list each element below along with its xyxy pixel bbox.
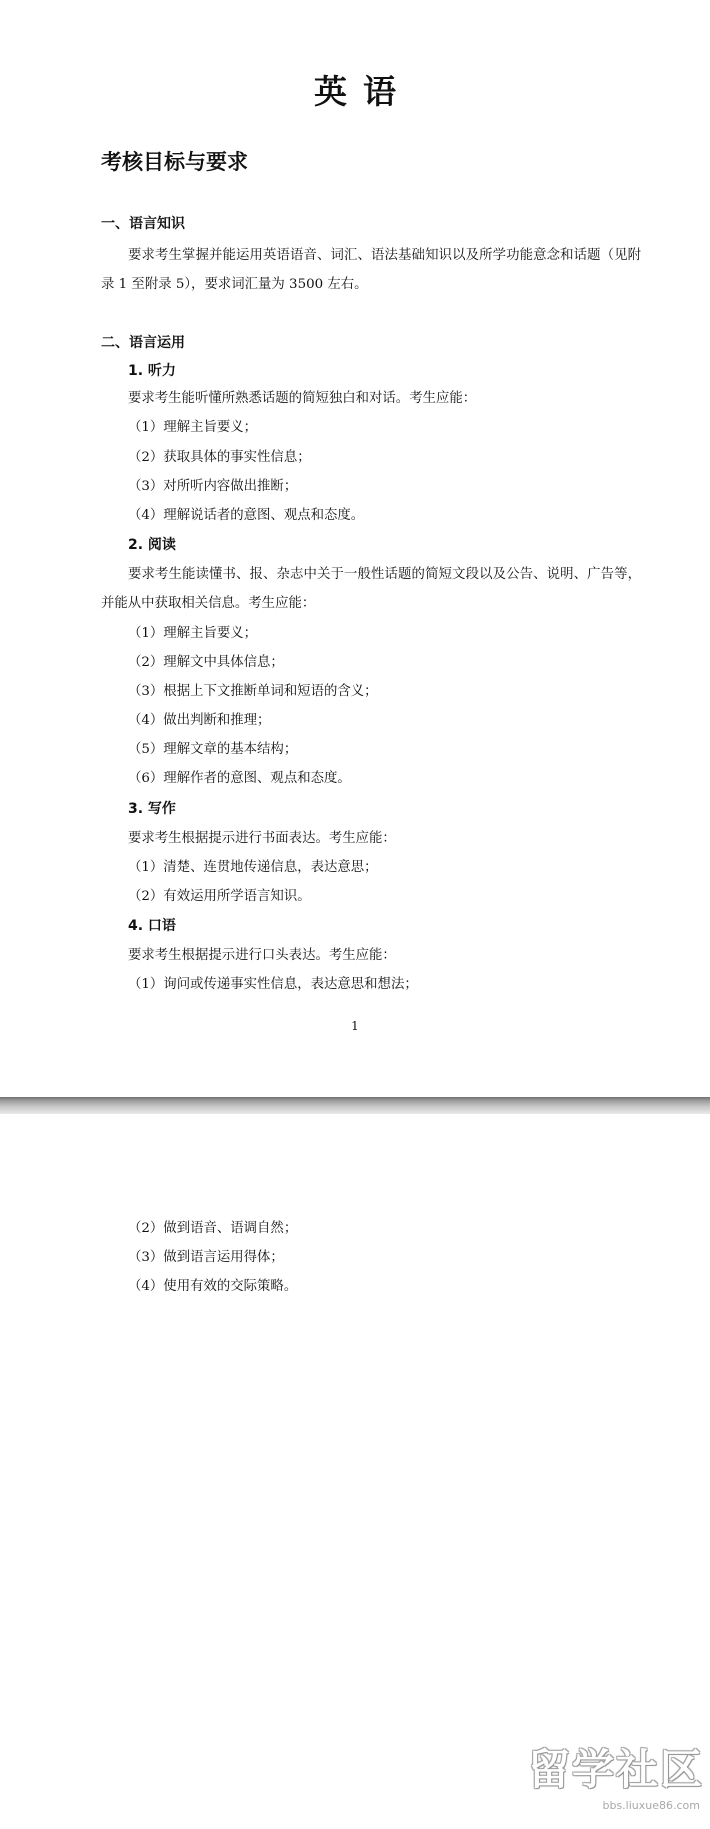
page-number: 1 [351,1019,359,1033]
speaking-item: （1）询问或传递事实性信息，表达意思和想法； [128,977,418,992]
speaking-item: （2）做到语音、语调自然； [128,1221,298,1236]
writing-item: （2）有效运用所学语言知识。 [128,889,311,904]
reading-item: （6）理解作者的意图、观点和态度。 [128,771,351,786]
writing-item: （1）清楚、连贯地传递信息，表达意思； [128,860,378,875]
reading-item: （2）理解文中具体信息； [128,655,284,670]
site-watermark [527,1744,704,1824]
listening-item: （4）理解说话者的意图、观点和态度。 [128,508,365,523]
listening-item: （3）对所听内容做出推断； [128,479,298,494]
listening-item: （2）获取具体的事实性信息； [128,450,311,465]
watermark-url: bbs.liuxue86.com [602,1799,700,1812]
speaking-heading: 4. 口语 [128,918,176,934]
reading-intro: 要求考生能读懂书、报、杂志中关于一般性话题的简短文段以及公告、说明、广告等，并能从中获取相关信息。考生应能： [101,567,641,611]
listening-item: （1）理解主旨要义； [128,420,258,435]
writing-heading: 3. 写作 [128,801,176,817]
watermark-logo-text: 留学社区 [527,1745,704,1794]
speaking-item: （4）使用有效的交际策略。 [128,1279,298,1294]
speaking-item: （3）做到语言运用得体； [128,1250,284,1265]
part-1-paragraph: 要求考生掌握并能运用英语语音、词汇、语法基础知识以及所学功能意念和话题（见附录 1 至附录 5），要求词汇量为 3500 左右。 [101,248,641,292]
reading-item: （1）理解主旨要义； [128,626,258,641]
document-page-2 [0,1114,710,1829]
reading-item: （4）做出判断和推理； [128,713,271,728]
part-2-heading: 二、语言运用 [101,335,185,351]
reading-item: （5）理解文章的基本结构； [128,742,298,757]
section-heading: 考核目标与要求 [101,150,248,174]
page-separator [0,1097,710,1114]
listening-intro: 要求考生能听懂所熟悉话题的简短独白和对话。考生应能： [128,391,477,406]
reading-heading: 2. 阅读 [128,537,176,553]
document-title: 英语 [314,72,412,111]
writing-intro: 要求考生根据提示进行书面表达。考生应能： [128,831,396,846]
reading-item: （3）根据上下文推断单词和短语的含义； [128,684,378,699]
listening-heading: 1. 听力 [128,363,176,379]
part-1-heading: 一、语言知识 [101,216,185,232]
speaking-intro: 要求考生根据提示进行口头表达。考生应能： [128,948,396,963]
